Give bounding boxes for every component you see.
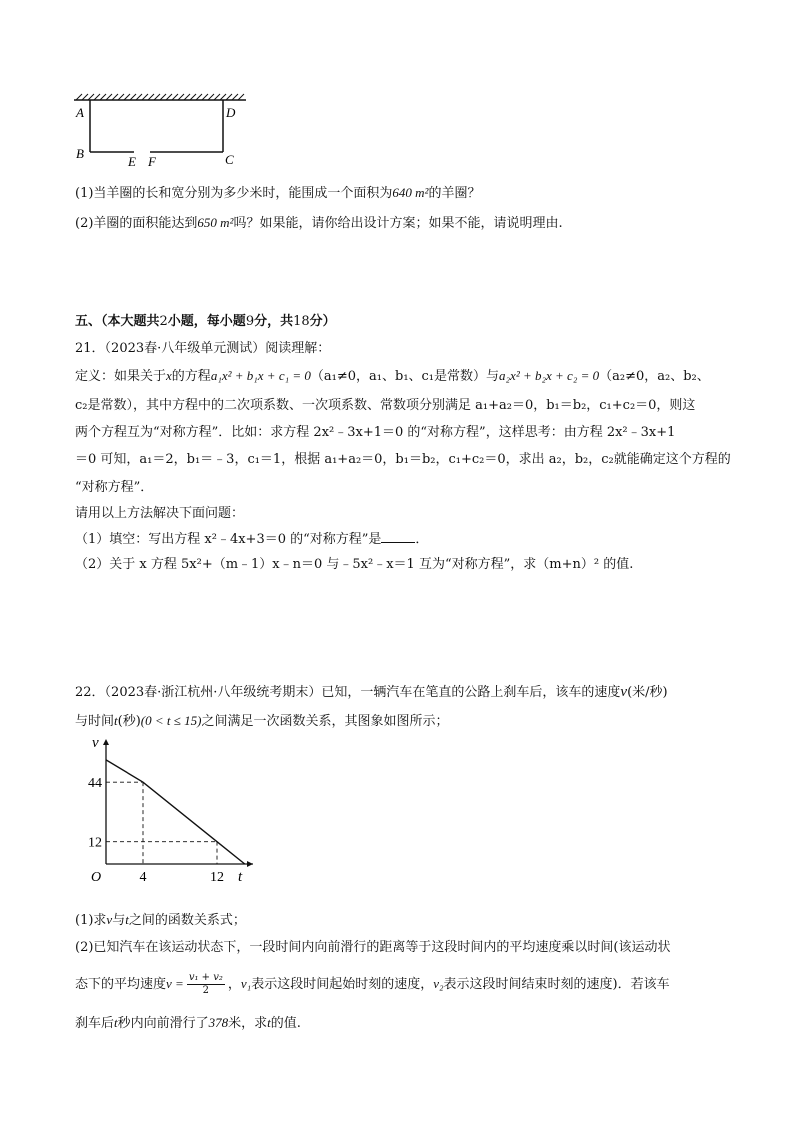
x-axis-label: t <box>238 869 243 885</box>
q21-definition: 定义：如果关于x的方程a₁x² + b₁x + c₁ = 0（a₁≠0，a₁、b₁、c₁是常数）与a₂x² + b₂x + c₂ = 0（a₂≠0，a₂、b₂、 <box>75 368 710 384</box>
q22-part2-line2: 态下的平均速度v = $\frac{\text{v₁ + v₂}}{2}$ ，v₁表示这段时间起始时刻的速度，v₂表示这段时间结束时刻的速度)．若该车 <box>75 972 670 996</box>
q21-instruction: 请用以上方法解决下面问题： <box>75 506 245 521</box>
q21-part1: （1）填空：写出方程 x²﹣4x+3＝0 的“对称方程”是 ． <box>75 532 429 547</box>
x-tick-12: 12 <box>210 870 224 885</box>
fence-figure <box>70 92 260 170</box>
equation-1: a₁x² + b₁x + c₁ = 0 <box>210 368 311 383</box>
label-F: F <box>148 154 156 169</box>
average-velocity-fraction: $\frac{\text{v₁ + v₂}}{2}$ <box>188 972 223 996</box>
q21-heading: 21．（2023春·八年级单元测试）阅读理解： <box>75 341 331 356</box>
x-tick-4: 4 <box>139 870 147 885</box>
q21-part2: （2）关于 x 方程 5x²+（m﹣1）x﹣n＝0 与﹣5x²﹣x＝1 互为“对称方程”，求（m+n）² 的值. <box>75 557 634 572</box>
q21-line3: 两个方程互为“对称方程”．比如：求方程 2x²﹣3x+1＝0 的“对称方程”，这样思考：由方程 2x²﹣3x+1 <box>75 425 676 440</box>
wall-hatching <box>76 94 244 100</box>
equation-2: a₂x² + b₂x + c₂ = 0 <box>499 368 600 383</box>
q20-part2: (2)羊圈的面积能达到650 m²吗？如果能，请你给出设计方案；如果不能，请说明理由. <box>75 215 563 231</box>
y-axis-arrow <box>103 739 109 745</box>
q22-part2-line3: 刹车后t秒内向前滑行了378米，求t的值. <box>75 1015 301 1031</box>
q22-line2: 与时间t(秒)(0 < t ≤ 15)之间满足一次函数关系，其图象如图所示； <box>75 713 449 729</box>
label-B: B <box>76 146 84 161</box>
q22-part1: (1)求v与t之间的函数关系式； <box>75 912 246 928</box>
area-650: 650 m² <box>197 215 234 230</box>
label-D: D <box>226 105 236 120</box>
label-C: C <box>225 152 234 167</box>
q21-line2: c₂是常数），其中方程中的二次项系数、一次项系数、常数项分别满足 a₁+a₂＝0，b₁＝b₂，c₁+c₂＝0，则这 <box>75 398 696 413</box>
label-E: E <box>128 154 136 169</box>
q21-line4: ＝0 可知，a₁＝2，b₁＝﹣3，c₁＝1，根据 a₁+a₂＝0，b₁＝b₂，c₁+c₂＝0，求出 a₂，b₂，c₂就能确定这个方程的 <box>75 452 731 467</box>
area-640: 640 m² <box>392 185 429 200</box>
q22-part2-line1: (2)已知汽车在该运动状态下，一段时间内向前滑行的距离等于这段时间内的平均速度乘以时间(该运动状 <box>75 940 671 955</box>
q21-line5: “对称方程”． <box>75 480 154 495</box>
y-axis-label: v <box>92 735 99 751</box>
time-range: (0 < t ≤ 15) <box>140 713 202 728</box>
answer-blank[interactable] <box>381 530 415 543</box>
y-tick-44: 44 <box>88 776 102 792</box>
velocity-line <box>106 760 245 864</box>
origin-label: O <box>91 870 102 885</box>
q20-part1: (1)当羊圈的长和宽分别为多少米时，能围成一个面积为640 m²的羊圈？ <box>75 185 481 201</box>
x-axis-arrow <box>247 861 253 867</box>
q22-line1: 22．（2023春·浙江杭州·八年级统考期末）已知，一辆汽车在笔直的公路上刹车后，该车的速度v(米/秒) <box>75 684 668 700</box>
label-A: A <box>76 105 84 120</box>
section-five-heading: 五、（本大题共2小题，每小题9分，共18分） <box>75 314 336 329</box>
y-tick-12: 12 <box>88 835 102 851</box>
velocity-time-chart <box>75 733 265 890</box>
